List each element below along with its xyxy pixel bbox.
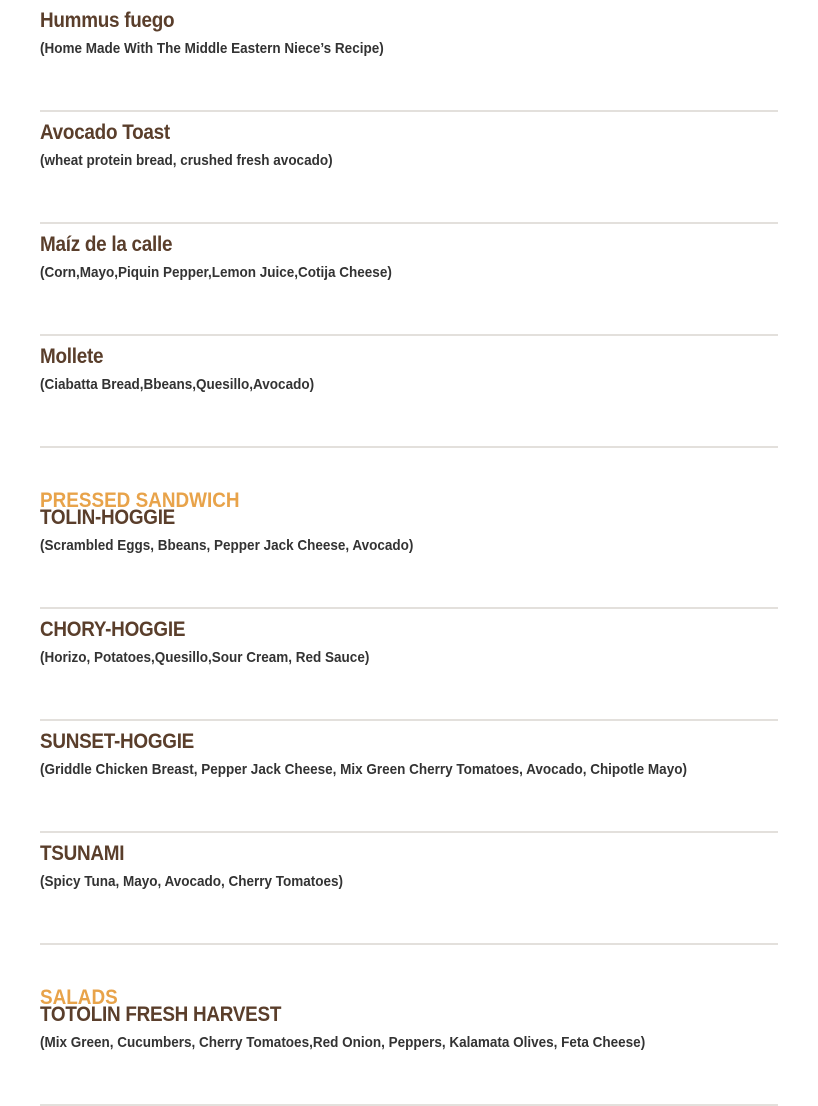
menu-item-description: (Corn,Mayo,Piquin Pepper,Lemon Juice,Cotija Cheese) <box>40 264 392 281</box>
menu-item-tolin-hoggie <box>40 497 778 609</box>
section-salads <box>40 945 778 1009</box>
menu-item-maiz-de-la-calle <box>40 224 778 336</box>
section-heading: PRESSED SANDWICH <box>40 489 240 512</box>
menu-item-tsunami <box>40 833 778 945</box>
menu-item-description: (Scrambled Eggs, Bbeans, Pepper Jack Cheese, Avocado) <box>40 537 414 554</box>
menu-item-name: Hummus fuego <box>40 9 175 32</box>
menu-item-hummus-fuego <box>40 0 778 112</box>
menu-list <box>40 0 778 1106</box>
menu-item-description: (Home Made With The Middle Eastern Niece’s Recipe) <box>40 40 384 57</box>
menu-item-totolin-fresh-harvest <box>40 994 778 1106</box>
menu-item-name: Avocado Toast <box>40 121 170 144</box>
menu-item-description: (Ciabatta Bread,Bbeans,Quesillo,Avocado) <box>40 376 315 393</box>
menu-item-mollete <box>40 336 778 448</box>
menu-item-sunset-hoggie <box>40 721 778 833</box>
section-pressed-sandwich <box>40 448 778 512</box>
menu-item-chory-hoggie <box>40 609 778 721</box>
menu-item-name: SUNSET-HOGGIE <box>40 730 195 753</box>
menu-item-name: Mollete <box>40 345 104 368</box>
menu-item-description: (Horizo, Potatoes,Quesillo,Sour Cream, Red Sauce) <box>40 649 370 666</box>
menu-item-name: Maíz de la calle <box>40 233 173 256</box>
menu-item-name: TOLIN-HOGGIE <box>40 506 176 529</box>
menu-item-name: CHORY-HOGGIE <box>40 618 186 641</box>
menu-item-description: (Griddle Chicken Breast, Pepper Jack Cheese, Mix Green Cherry Tomatoes, Avocado, Chipotle Mayo) <box>40 761 687 778</box>
menu-item-description: (wheat protein bread, crushed fresh avocado) <box>40 152 333 169</box>
menu-item-description: (Mix Green, Cucumbers, Cherry Tomatoes,Red Onion, Peppers, Kalamata Olives, Feta Cheese) <box>40 1034 646 1051</box>
menu-item-avocado-toast <box>40 112 778 224</box>
menu-item-name: TOTOLIN FRESH HARVEST <box>40 1003 282 1026</box>
menu-item-description: (Spicy Tuna, Mayo, Avocado, Cherry Tomatoes) <box>40 873 344 890</box>
section-heading: SALADS <box>40 986 118 1009</box>
menu-item-name: TSUNAMI <box>40 842 125 865</box>
